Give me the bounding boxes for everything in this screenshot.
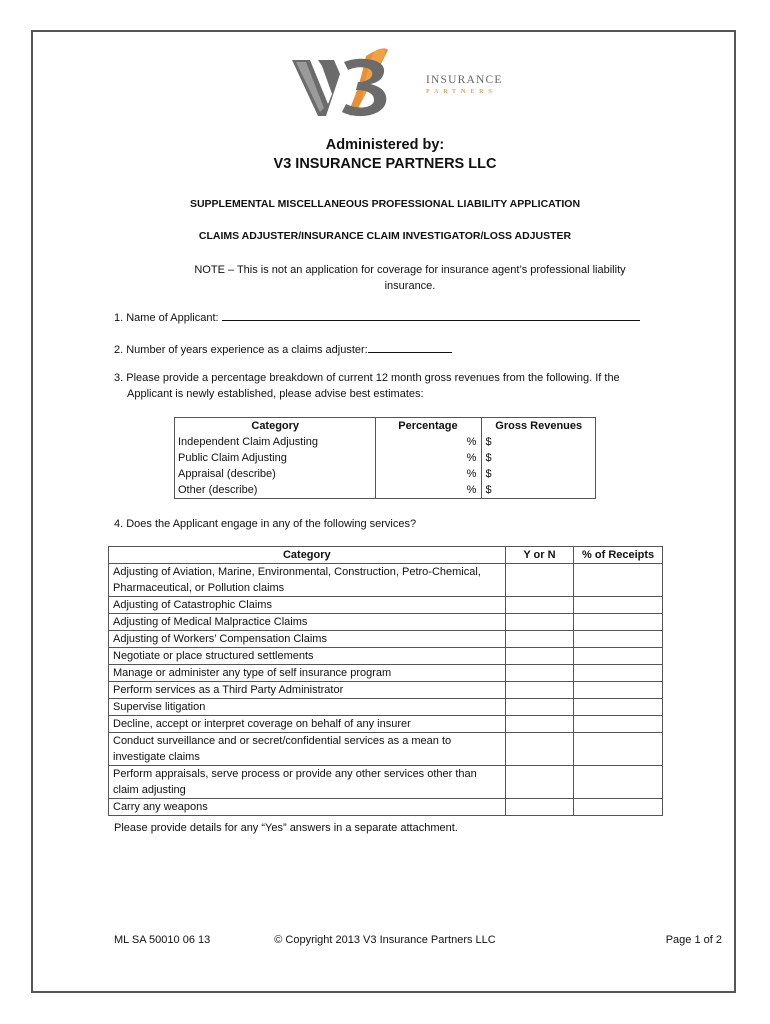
table-row [109, 631, 663, 648]
service-category: Negotiate or place structured settlements [109, 648, 506, 665]
table-row [109, 648, 663, 665]
y-or-n-cell[interactable] [505, 614, 574, 631]
table-row [175, 450, 596, 466]
revenue-category: Appraisal (describe) [175, 466, 376, 482]
percentage-cell[interactable]: % [376, 434, 482, 450]
application-subtitle: CLAIMS ADJUSTER/INSURANCE CLAIM INVESTIGATOR/LOSS ADJUSTER [198, 230, 572, 242]
form-number: ML SA 50010 06 13 [114, 934, 211, 946]
question-4: 4. Does the Applicant engage in any of the following services? [114, 518, 417, 530]
services-table [108, 546, 663, 816]
y-or-n-cell[interactable] [505, 631, 574, 648]
question-1 [114, 308, 640, 326]
table-row [109, 665, 663, 682]
revenue-category: Public Claim Adjusting [175, 450, 376, 466]
table-header-row [109, 547, 663, 564]
revenue-breakdown-table [174, 417, 596, 499]
y-or-n-cell[interactable] [505, 665, 574, 682]
table-row [175, 466, 596, 482]
question-3-line-1: 3. Please provide a percentage breakdown of current 12 month gross revenues from the following. If the [114, 372, 620, 384]
column-header-gross-revenues: Gross Revenues [495, 420, 583, 432]
logo-word-partners: PARTNERS [426, 88, 497, 95]
page-number: Page 1 of 2 [665, 934, 722, 946]
percentage-cell[interactable]: % [376, 466, 482, 482]
receipts-percent-cell[interactable] [574, 733, 663, 766]
service-category: Conduct surveillance and or secret/confidential services as a mean to investigate claims [109, 733, 506, 766]
y-or-n-cell[interactable] [505, 766, 574, 799]
column-header-y-or-n: Y or N [505, 547, 574, 564]
revenue-category: Other (describe) [175, 482, 376, 499]
question-3 [114, 370, 674, 402]
service-category: Decline, accept or interpret coverage on behalf of any insurer [109, 716, 506, 733]
column-header-percent-receipts: % of Receipts [574, 547, 663, 564]
service-category: Adjusting of Medical Malpractice Claims [109, 614, 506, 631]
logo-wordmark [426, 74, 503, 96]
table-row [109, 564, 663, 597]
service-category: Supervise litigation [109, 699, 506, 716]
receipts-percent-cell[interactable] [574, 665, 663, 682]
service-category: Adjusting of Workers’ Compensation Claims [109, 631, 506, 648]
gross-revenue-cell[interactable]: $ [485, 484, 492, 496]
company-name-heading: V3 INSURANCE PARTNERS LLC [273, 156, 497, 172]
y-or-n-cell[interactable] [505, 597, 574, 614]
service-category: Manage or administer any type of self insurance program [109, 665, 506, 682]
service-category: Perform services as a Third Party Administrator [109, 682, 506, 699]
logo-word-insurance: INSURANCE [426, 74, 503, 86]
administered-by-heading: Administered by: [325, 137, 445, 153]
receipts-percent-cell[interactable] [574, 564, 663, 597]
application-title: SUPPLEMENTAL MISCELLANEOUS PROFESSIONAL LIABILITY APPLICATION [189, 198, 581, 210]
y-or-n-cell[interactable] [505, 799, 574, 816]
y-or-n-cell[interactable] [505, 716, 574, 733]
question-2-label: 2. Number of years experience as a claims adjuster: [114, 344, 368, 356]
receipts-percent-cell[interactable] [574, 597, 663, 614]
column-header-category: Category [175, 418, 376, 435]
table-row [175, 482, 596, 499]
question-1-label: 1. Name of Applicant: [114, 312, 219, 324]
page-border [31, 30, 736, 993]
y-or-n-cell[interactable] [505, 648, 574, 665]
years-experience-field[interactable] [368, 340, 452, 353]
copyright-notice: © Copyright 2013 V3 Insurance Partners LLC [274, 934, 496, 946]
gross-revenue-cell[interactable]: $ [485, 452, 492, 464]
receipts-percent-cell[interactable] [574, 614, 663, 631]
service-category: Adjusting of Aviation, Marine, Environmental, Construction, Petro-Chemical, Pharmaceutical, or Pollution claims [109, 564, 506, 597]
column-header-percentage: Percentage [376, 418, 482, 435]
receipts-percent-cell[interactable] [574, 799, 663, 816]
receipts-percent-cell[interactable] [574, 716, 663, 733]
table-row [109, 716, 663, 733]
question-3-line-2: Applicant is newly established, please advise best estimates: [127, 388, 424, 400]
table-row [109, 733, 663, 766]
service-category: Perform appraisals, serve process or provide any other services other than claim adjusting [109, 766, 506, 799]
receipts-percent-cell[interactable] [574, 682, 663, 699]
y-or-n-cell[interactable] [505, 699, 574, 716]
percentage-cell[interactable]: % [376, 450, 482, 466]
table-row [175, 434, 596, 450]
table-row [109, 699, 663, 716]
y-or-n-cell[interactable] [505, 733, 574, 766]
gross-revenue-cell[interactable]: $ [485, 436, 492, 448]
service-category: Carry any weapons [109, 799, 506, 816]
question-2 [114, 340, 452, 358]
service-category: Adjusting of Catastrophic Claims [109, 597, 506, 614]
table-row [109, 597, 663, 614]
column-header-category: Category [109, 547, 506, 564]
receipts-percent-cell[interactable] [574, 631, 663, 648]
gross-revenue-cell[interactable]: $ [485, 468, 492, 480]
percentage-cell[interactable]: % [376, 482, 482, 499]
coverage-note: NOTE – This is not an application for coverage for insurance agent’s professional liability insurance. [194, 264, 626, 292]
table-header-row [175, 418, 596, 435]
revenue-category: Independent Claim Adjusting [175, 434, 376, 450]
table-row [109, 682, 663, 699]
receipts-percent-cell[interactable] [574, 699, 663, 716]
details-instruction: Please provide details for any “Yes” answers in a separate attachment. [114, 822, 458, 834]
applicant-name-field[interactable] [222, 308, 640, 321]
receipts-percent-cell[interactable] [574, 648, 663, 665]
y-or-n-cell[interactable] [505, 564, 574, 597]
company-logo [288, 46, 503, 126]
y-or-n-cell[interactable] [505, 682, 574, 699]
table-row [109, 799, 663, 816]
table-row [109, 766, 663, 799]
receipts-percent-cell[interactable] [574, 766, 663, 799]
table-row [109, 614, 663, 631]
